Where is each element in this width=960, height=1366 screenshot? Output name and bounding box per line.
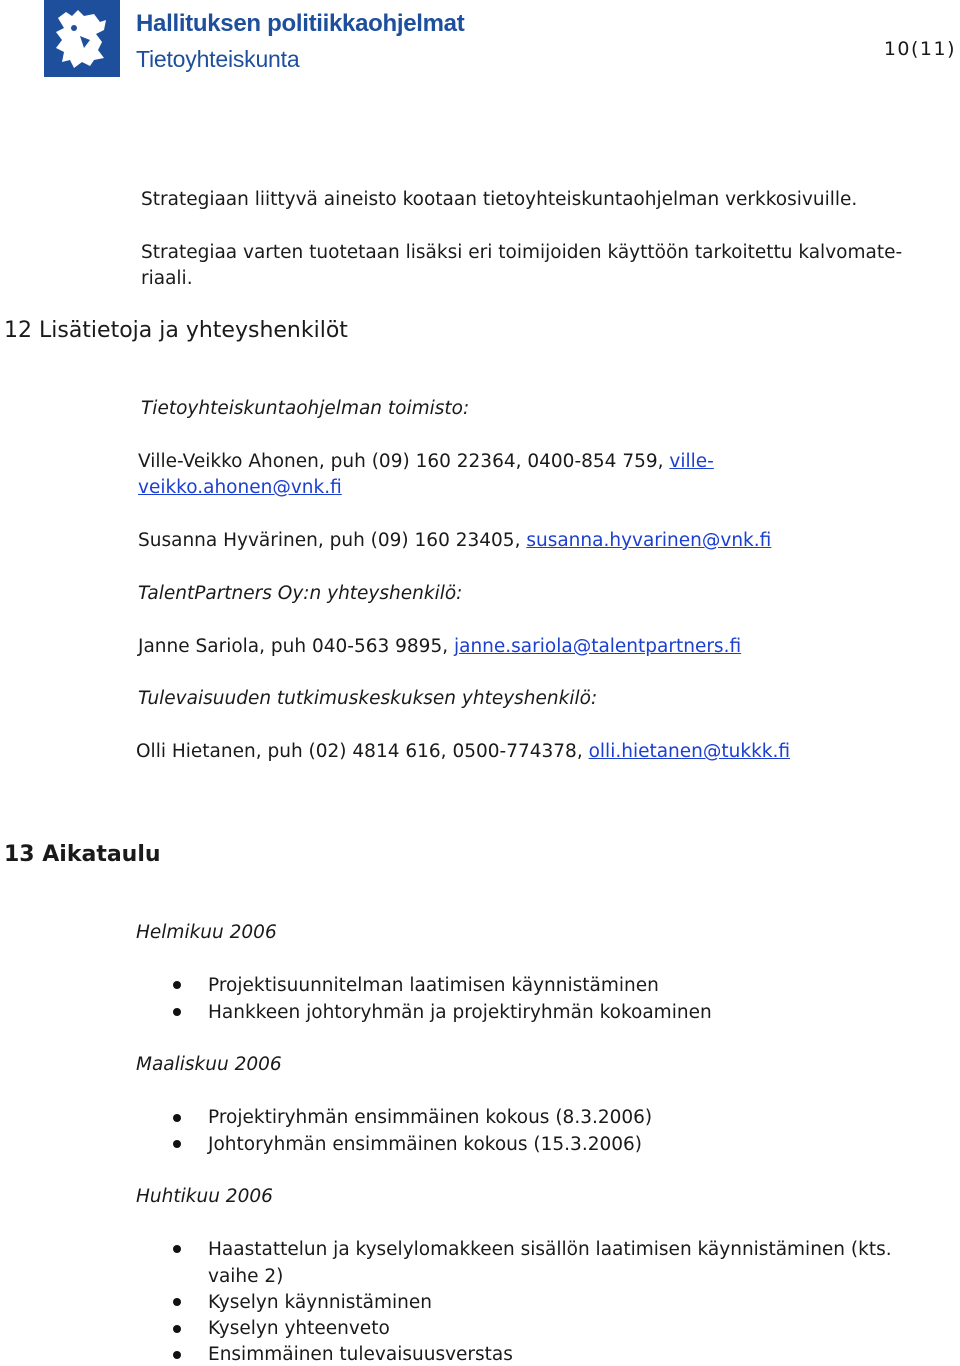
schedule-apr-item-1-cont: vaihe 2) [208,1266,284,1287]
contact-sariola [138,636,741,658]
schedule-apr-label: Huhtikuu 2006 [136,1186,273,1207]
contact-ahonen [138,451,714,473]
schedule-mar-label: Maaliskuu 2006 [136,1054,282,1075]
contact-hietanen [136,741,790,763]
logo-title: Hallituksen politiikkaohjelmat [136,10,465,37]
bullet-icon [173,1298,181,1306]
intro-line-2b: riaali. [141,268,193,289]
bullet-icon [173,1351,181,1359]
logo-subtitle: Tietoyhteiskunta [136,46,300,72]
email-link-hietanen[interactable]: olli.hietanen@tukkk.fi [588,741,791,762]
schedule-apr-item-2: Kyselyn käynnistäminen [208,1292,432,1313]
bullet-icon [173,1008,181,1016]
contact-hyvarinen [138,530,771,552]
talent-label: TalentPartners Oy:n yhteyshenkilö: [138,583,463,604]
bullet-icon [173,981,181,989]
bullet-icon [173,1114,181,1122]
schedule-feb-item-2: Hankkeen johtoryhmän ja projektiryhmän kokoaminen [208,1002,712,1023]
schedule-mar-item-2: Johtoryhmän ensimmäinen kokous (15.3.2006) [208,1134,643,1155]
schedule-apr-item-1: Haastattelun ja kyselylomakkeen sisällön laatimisen käynnistäminen (kts. [208,1239,892,1260]
office-label: Tietoyhteiskuntaohjelman toimisto: [141,398,470,419]
future-label: Tulevaisuuden tutkimuskeskuksen yhteyshenkilö: [138,688,598,709]
bullet-icon [173,1140,181,1148]
contact-sariola-text: Janne Sariola, puh 040-563 9895, [138,636,454,657]
schedule-apr-item-3: Kyselyn yhteenveto [208,1318,390,1339]
email-link-ahonen[interactable]: ville- [669,451,714,472]
schedule-feb-label: Helmikuu 2006 [136,922,277,943]
contact-ahonen-text: Ville-Veikko Ahonen, puh (09) 160 22364, 0400-854 759, [138,451,670,472]
intro-line-1: Strategiaan liittyvä aineisto kootaan tietoyhteiskuntaohjelman verkkosivuille. [141,189,858,210]
contact-hietanen-text: Olli Hietanen, puh (02) 4814 616, 0500-774378, [136,741,589,762]
schedule-apr-item-4: Ensimmäinen tulevaisuusverstas [208,1344,513,1365]
section-12-heading: 12 Lisätietoja ja yhteyshenkilöt [4,318,348,343]
page-number: 10(11) [883,38,956,60]
section-13-heading: 13 Aikataulu [4,842,161,867]
header-logo [44,0,465,78]
intro-line-2a: Strategiaa varten tuotetaan lisäksi eri toimijoiden käyttöön tarkoitettu kalvomate- [141,242,903,263]
email-link-ahonen-cont[interactable]: veikko.ahonen@vnk.fi [138,477,342,498]
email-link-sariola[interactable]: janne.sariola@talentpartners.fi [453,636,742,657]
lion-emblem-icon [44,0,120,77]
bullet-icon [173,1325,181,1333]
schedule-mar-item-1: Projektiryhmän ensimmäinen kokous (8.3.2006) [208,1107,653,1128]
contact-ahonen-line-2 [138,477,342,499]
email-link-hyvarinen[interactable]: susanna.hyvarinen@vnk.fi [526,530,772,551]
schedule-feb-item-1: Projektisuunnitelman laatimisen käynnistäminen [208,975,659,996]
bullet-icon [173,1245,181,1253]
contact-hyvarinen-text: Susanna Hyvärinen, puh (09) 160 23405, [138,530,527,551]
